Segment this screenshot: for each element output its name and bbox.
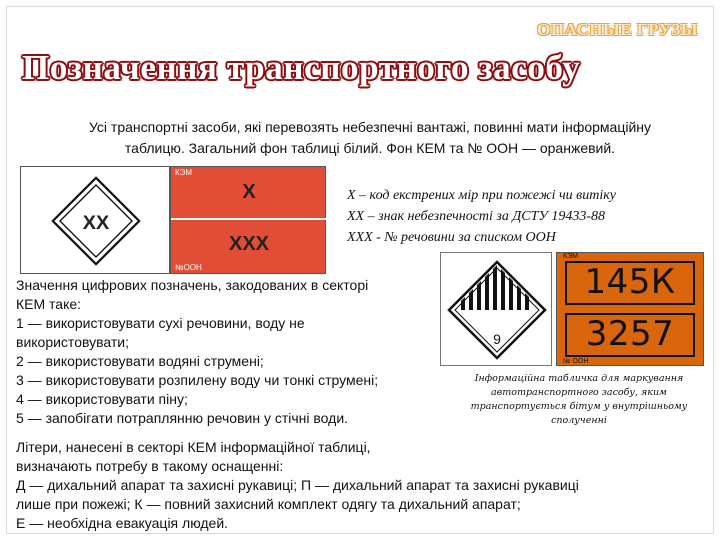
caption-line: автотранспортного засобу, яким <box>491 387 667 398</box>
kem-label: КЭМ <box>175 168 193 177</box>
letters-line: Літери, нанесені в секторі КЕМ інформаційної таблиці, <box>16 439 371 455</box>
letters-explanation <box>16 438 696 533</box>
class-9-diamond-icon <box>447 260 547 360</box>
un-label: №ООН <box>175 263 202 272</box>
codes-line: 5 — запобігати потраплянню речовин у стічні води. <box>16 410 349 426</box>
example-hazard-plate <box>440 252 704 366</box>
section-supertitle: ОПАСНЫЕ ГРУЗЫ <box>537 20 698 39</box>
caption-line: сполученні <box>551 415 607 426</box>
codes-line: 1 — використовувати сухі речовини, воду не <box>16 315 305 331</box>
un-number-box: 3257 <box>565 313 695 357</box>
legend-item: XX – знак небезпечності за ДСТУ 19433-88 <box>347 209 606 224</box>
intro-line: Усі транспортні засоби, які перевозять небезпечні вантажі, повинні мати інформаційну <box>88 119 652 135</box>
kem-label: КЭМ <box>563 253 578 260</box>
codes-line: 2 — використовувати водяні струмені; <box>16 353 264 369</box>
intro-line: таблицю. Загальний фон таблиці білий. Фон КЕМ та № ООН — оранжевий. <box>124 140 616 156</box>
plate-legend <box>347 185 616 248</box>
hazard-class-text: XX <box>82 212 110 235</box>
example-plate-caption <box>448 372 710 428</box>
hazard-class-panel <box>20 166 170 274</box>
letters-line: визначають потребу в такому оснащенні: <box>16 458 284 474</box>
class-9-panel <box>440 252 552 366</box>
slide-title: Позначення транспортного засобу <box>22 48 581 87</box>
codes-line: КЕМ таке: <box>16 296 82 312</box>
example-code-panel <box>556 252 704 366</box>
legend-item: X – код екстрених мір при пожежі чи витіку <box>347 188 617 203</box>
legend-item: XXX - № речовини за списком ООН <box>347 230 556 245</box>
panel-divider <box>171 218 327 220</box>
letters-line: Е — необхідна евакуація людей. <box>16 515 229 531</box>
un-label: № ООН <box>563 358 589 365</box>
letters-line: лише при пожежі; К — повний захисний комплект одягу та дихальний апарат; <box>16 496 521 512</box>
emergency-code-box: 145К <box>565 261 695 305</box>
codes-line: 4 — використовувати піну; <box>16 391 188 407</box>
codes-line: Значення цифрових позначень, закодованих в секторі <box>16 277 369 293</box>
code-panel <box>170 166 326 274</box>
letters-line: Д — дихальний апарат та захисні рукавиці; П — дихальний апарат та захисні рукавиці <box>16 477 579 493</box>
codes-list <box>16 276 448 428</box>
hazard-plate-template <box>20 166 326 274</box>
emergency-code: X <box>242 181 256 203</box>
hazard-diamond-icon <box>51 176 141 266</box>
codes-line: 3 — використовувати розпилену воду чи тонкі струмені; <box>16 372 379 388</box>
class-number: 9 <box>493 331 501 347</box>
caption-line: транспортується бітум у внутрішньому <box>470 401 688 412</box>
un-number: XXX <box>228 233 270 255</box>
intro-paragraph <box>56 117 684 159</box>
caption-line: Інформаційна табличка для маркування <box>474 373 684 384</box>
codes-line: використовувати; <box>16 334 129 350</box>
